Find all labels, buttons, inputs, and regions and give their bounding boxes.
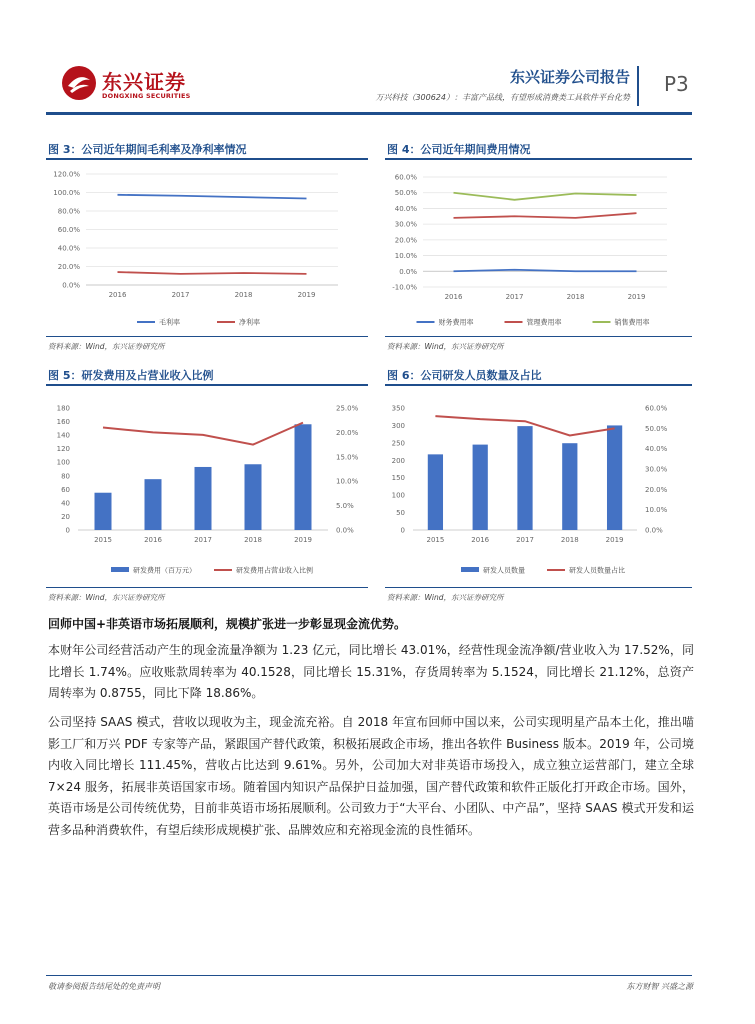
report-title: 东兴证券公司报告 bbox=[509, 68, 630, 86]
fig5-xtick: 2017 bbox=[194, 536, 212, 544]
logo-mark-icon bbox=[62, 66, 96, 100]
fig6-title-rule bbox=[385, 384, 692, 386]
fig5-xtick: 2015 bbox=[94, 536, 112, 544]
fig3-title: 图 3：公司近年期间毛利率及净利率情况 bbox=[48, 143, 247, 156]
section-heading: 回师中国+非英语市场拓展顺利，规模扩张进一步彰显现金流优势。 bbox=[48, 617, 407, 631]
fig5-ytick-left: 40 bbox=[61, 499, 70, 508]
fig5-xtick: 2019 bbox=[294, 536, 312, 544]
fig5-ytick-left: 140 bbox=[56, 431, 70, 440]
fig6-ytick-left: 200 bbox=[391, 456, 405, 465]
fig5-ytick-right: 10.0% bbox=[336, 477, 359, 486]
header-divider bbox=[637, 66, 639, 106]
fig4-chart bbox=[385, 162, 692, 330]
fig5-ytick-right: 0.0% bbox=[336, 526, 354, 535]
fig6-legend-swatch-bar bbox=[461, 567, 479, 572]
fig4-xtick: 2019 bbox=[627, 293, 646, 301]
fig3-ytick: 120.0% bbox=[53, 170, 80, 179]
fig6-bar bbox=[473, 445, 488, 530]
fig3-ytick: 20.0% bbox=[57, 263, 80, 271]
report-subtitle: 万兴科技（300624）：丰富产品线，有望形成消费类工具软件平台化势 bbox=[375, 93, 630, 102]
fig4-ytick: 60.0% bbox=[394, 173, 417, 182]
fig3-xtick: 2016 bbox=[108, 291, 127, 299]
fig3-svg bbox=[46, 162, 368, 330]
fig5-ytick-right: 25.0% bbox=[336, 404, 359, 413]
fig4-legend-label: 财务费用率 bbox=[438, 318, 474, 327]
fig3-ytick: 40.0% bbox=[57, 244, 80, 253]
fig3-title-rule bbox=[46, 158, 368, 160]
fig3-ytick: 100.0% bbox=[53, 189, 80, 197]
fig3-chart bbox=[46, 162, 368, 330]
fig6-xtick: 2015 bbox=[426, 536, 445, 544]
fig5-ytick-right: 20.0% bbox=[336, 428, 359, 437]
fig5-legend-label-bar: 研发费用（百万元） bbox=[133, 566, 196, 575]
fig6-ytick-left: 300 bbox=[391, 421, 405, 430]
fig4-ytick: 40.0% bbox=[394, 204, 417, 213]
fig5-xtick: 2018 bbox=[244, 536, 262, 544]
fig6-ytick-right: 20.0% bbox=[645, 485, 668, 494]
header-rule bbox=[46, 112, 692, 115]
fig4-ytick: 20.0% bbox=[394, 236, 417, 245]
fig6-title: 图 6：公司研发人员数量及占比 bbox=[387, 369, 542, 382]
fig3-ytick: 80.0% bbox=[57, 207, 80, 216]
fig3-xtick: 2017 bbox=[171, 291, 190, 299]
fig4-series-0-line bbox=[454, 270, 637, 272]
logo-text-cn: 东兴证券 bbox=[102, 70, 186, 94]
fig5-ytick-right: 5.0% bbox=[336, 502, 354, 511]
fig5-ytick-left: 180 bbox=[56, 404, 70, 413]
fig3-legend-label: 毛利率 bbox=[159, 318, 180, 327]
fig3-source-rule bbox=[46, 336, 368, 337]
company-logo bbox=[62, 62, 191, 106]
fig6-source: 资料来源：Wind，东兴证券研究所 bbox=[387, 593, 504, 602]
fig6-xtick: 2017 bbox=[516, 536, 534, 544]
fig5-ytick-left: 160 bbox=[56, 418, 70, 427]
fig6-ytick-left: 150 bbox=[391, 474, 405, 483]
fig4-source: 资料来源：Wind，东兴证券研究所 bbox=[387, 342, 504, 351]
fig5-source: 资料来源：Wind，东兴证券研究所 bbox=[48, 593, 165, 602]
fig3-series-0-line bbox=[118, 195, 307, 199]
fig4-svg bbox=[385, 162, 692, 330]
fig6-ytick-left: 0 bbox=[400, 526, 405, 535]
fig6-ytick-left: 100 bbox=[391, 491, 405, 500]
fig5-bar bbox=[195, 467, 212, 530]
fig5-bar bbox=[145, 479, 162, 530]
fig6-ytick-left: 250 bbox=[391, 439, 405, 448]
fig4-ytick: -10.0% bbox=[392, 283, 417, 292]
fig4-series-2-line bbox=[454, 193, 637, 200]
fig3-ytick: 0.0% bbox=[62, 281, 80, 290]
fig6-ytick-left: 350 bbox=[391, 404, 405, 413]
fig6-ytick-right: 30.0% bbox=[645, 465, 668, 474]
fig6-source-rule bbox=[385, 587, 692, 588]
fig6-bar bbox=[562, 443, 577, 530]
fig5-ytick-left: 120 bbox=[56, 445, 70, 454]
fig5-bar bbox=[295, 424, 312, 530]
fig6-legend-label-bar: 研发人员数量 bbox=[483, 566, 525, 575]
fig4-ytick: 0.0% bbox=[399, 267, 417, 276]
footer-disclaimer: 敬请参阅报告结尾处的免责声明 bbox=[48, 982, 160, 991]
fig6-xtick: 2018 bbox=[560, 536, 579, 544]
fig6-ytick-right: 0.0% bbox=[645, 526, 663, 535]
page-number: P3 bbox=[664, 72, 689, 96]
fig3-series-1-line bbox=[118, 272, 307, 274]
fig5-source-rule bbox=[46, 587, 368, 588]
fig6-ytick-right: 40.0% bbox=[645, 445, 668, 454]
fig6-xtick: 2016 bbox=[471, 536, 490, 544]
fig6-svg bbox=[385, 390, 692, 580]
fig4-xtick: 2017 bbox=[505, 293, 524, 301]
fig4-legend-label: 销售费用率 bbox=[614, 318, 650, 327]
fig5-legend-label-line: 研发费用占营业收入比例 bbox=[236, 566, 313, 575]
fig3-xtick: 2018 bbox=[234, 291, 253, 299]
fig4-xtick: 2018 bbox=[566, 293, 585, 301]
fig4-ytick: 10.0% bbox=[394, 252, 417, 261]
fig5-ytick-right: 15.0% bbox=[336, 453, 359, 462]
fig4-xtick: 2016 bbox=[444, 293, 463, 301]
fig6-ytick-right: 50.0% bbox=[645, 424, 668, 433]
fig4-legend-label: 管理费用率 bbox=[526, 318, 562, 327]
fig6-ytick-left: 50 bbox=[396, 509, 405, 518]
fig5-title-rule bbox=[46, 384, 368, 386]
fig3-legend-label: 净利率 bbox=[239, 318, 260, 327]
fig6-bar bbox=[517, 426, 532, 530]
footer-slogan: 东方财智 兴盛之源 bbox=[626, 982, 693, 991]
fig5-ytick-left: 20 bbox=[61, 512, 70, 521]
fig5-ytick-left: 100 bbox=[56, 458, 70, 467]
fig4-source-rule bbox=[385, 336, 692, 337]
fig6-bar bbox=[607, 425, 622, 530]
fig5-svg bbox=[46, 390, 368, 580]
fig5-ytick-left: 80 bbox=[61, 472, 70, 481]
footer-rule bbox=[46, 975, 692, 976]
logo-text-en: DONGXING SECURITIES bbox=[102, 92, 191, 100]
fig5-bar bbox=[245, 464, 262, 530]
fig5-ratio-line bbox=[103, 423, 303, 445]
fig4-series-1-line bbox=[454, 213, 637, 218]
fig5-bar bbox=[95, 493, 112, 530]
page-header bbox=[0, 0, 755, 120]
fig4-ytick: 30.0% bbox=[394, 220, 417, 229]
fig6-chart bbox=[385, 390, 692, 580]
fig3-xtick: 2019 bbox=[297, 291, 316, 299]
paragraph-cashflow: 本财年公司经营活动产生的现金流量净额为 1.23 亿元，同比增长 43.01%，经营性现金流净额/营业收入为 17.52%，同比增长 1.74%。应收账款周转率为 40.1528，同比增长 15.31%，存货周转率为 5.1524，同比增长 21.12%，总资产周转率为 0.8755，同比下降 18.86%。 bbox=[48, 643, 694, 700]
fig6-xtick: 2019 bbox=[605, 536, 624, 544]
fig4-title: 图 4：公司近年期间费用情况 bbox=[387, 143, 531, 156]
fig5-ytick-left: 60 bbox=[61, 485, 70, 494]
fig6-legend-label-line: 研发人员数量占比 bbox=[569, 566, 625, 575]
fig4-title-rule bbox=[385, 158, 692, 160]
fig4-ytick: 50.0% bbox=[394, 189, 417, 198]
paragraph-strategy: 公司坚持 SAAS 模式，营收以现收为主，现金流充裕。自 2018 年宣布回师中国以来，公司实现明星产品本土化，推出喵影工厂和万兴 PDF 专家等产品，紧跟国产替代政策，积极拓展政企市场，推出各软件 Business 版本。2019 年，公司境内收入同比增长 111.45%，营收占比达到 9.61%。另外，公司加大对非英语市场投入，成立独立运营部门，建立全球 7×24 服务，拓展非英语国家市场。随着国内知识产品保护日益加强，国产替代政策和软件正版化打开政企市场。国外，英语市场是公司传统优势，目前非英语市场拓展顺利。公司致力于“大平台、小团队、中产品”，坚持 SAAS 模式开发和运营多品种消费软件，有望后续形成规模扩张、品牌效应和充裕现金流的良性循环。 bbox=[48, 715, 694, 837]
fig5-legend-swatch-bar bbox=[111, 567, 129, 572]
fig5-xtick: 2016 bbox=[144, 536, 162, 544]
fig3-ytick: 60.0% bbox=[57, 226, 80, 234]
fig6-bar bbox=[428, 454, 443, 530]
fig5-ytick-left: 0 bbox=[65, 526, 70, 535]
fig3-source: 资料来源：Wind，东兴证券研究所 bbox=[48, 342, 165, 351]
fig6-ytick-right: 10.0% bbox=[645, 506, 668, 515]
fig6-ytick-right: 60.0% bbox=[645, 404, 668, 413]
fig5-title: 图 5：研发费用及占营业收入比例 bbox=[48, 369, 214, 382]
fig5-chart bbox=[46, 390, 368, 580]
